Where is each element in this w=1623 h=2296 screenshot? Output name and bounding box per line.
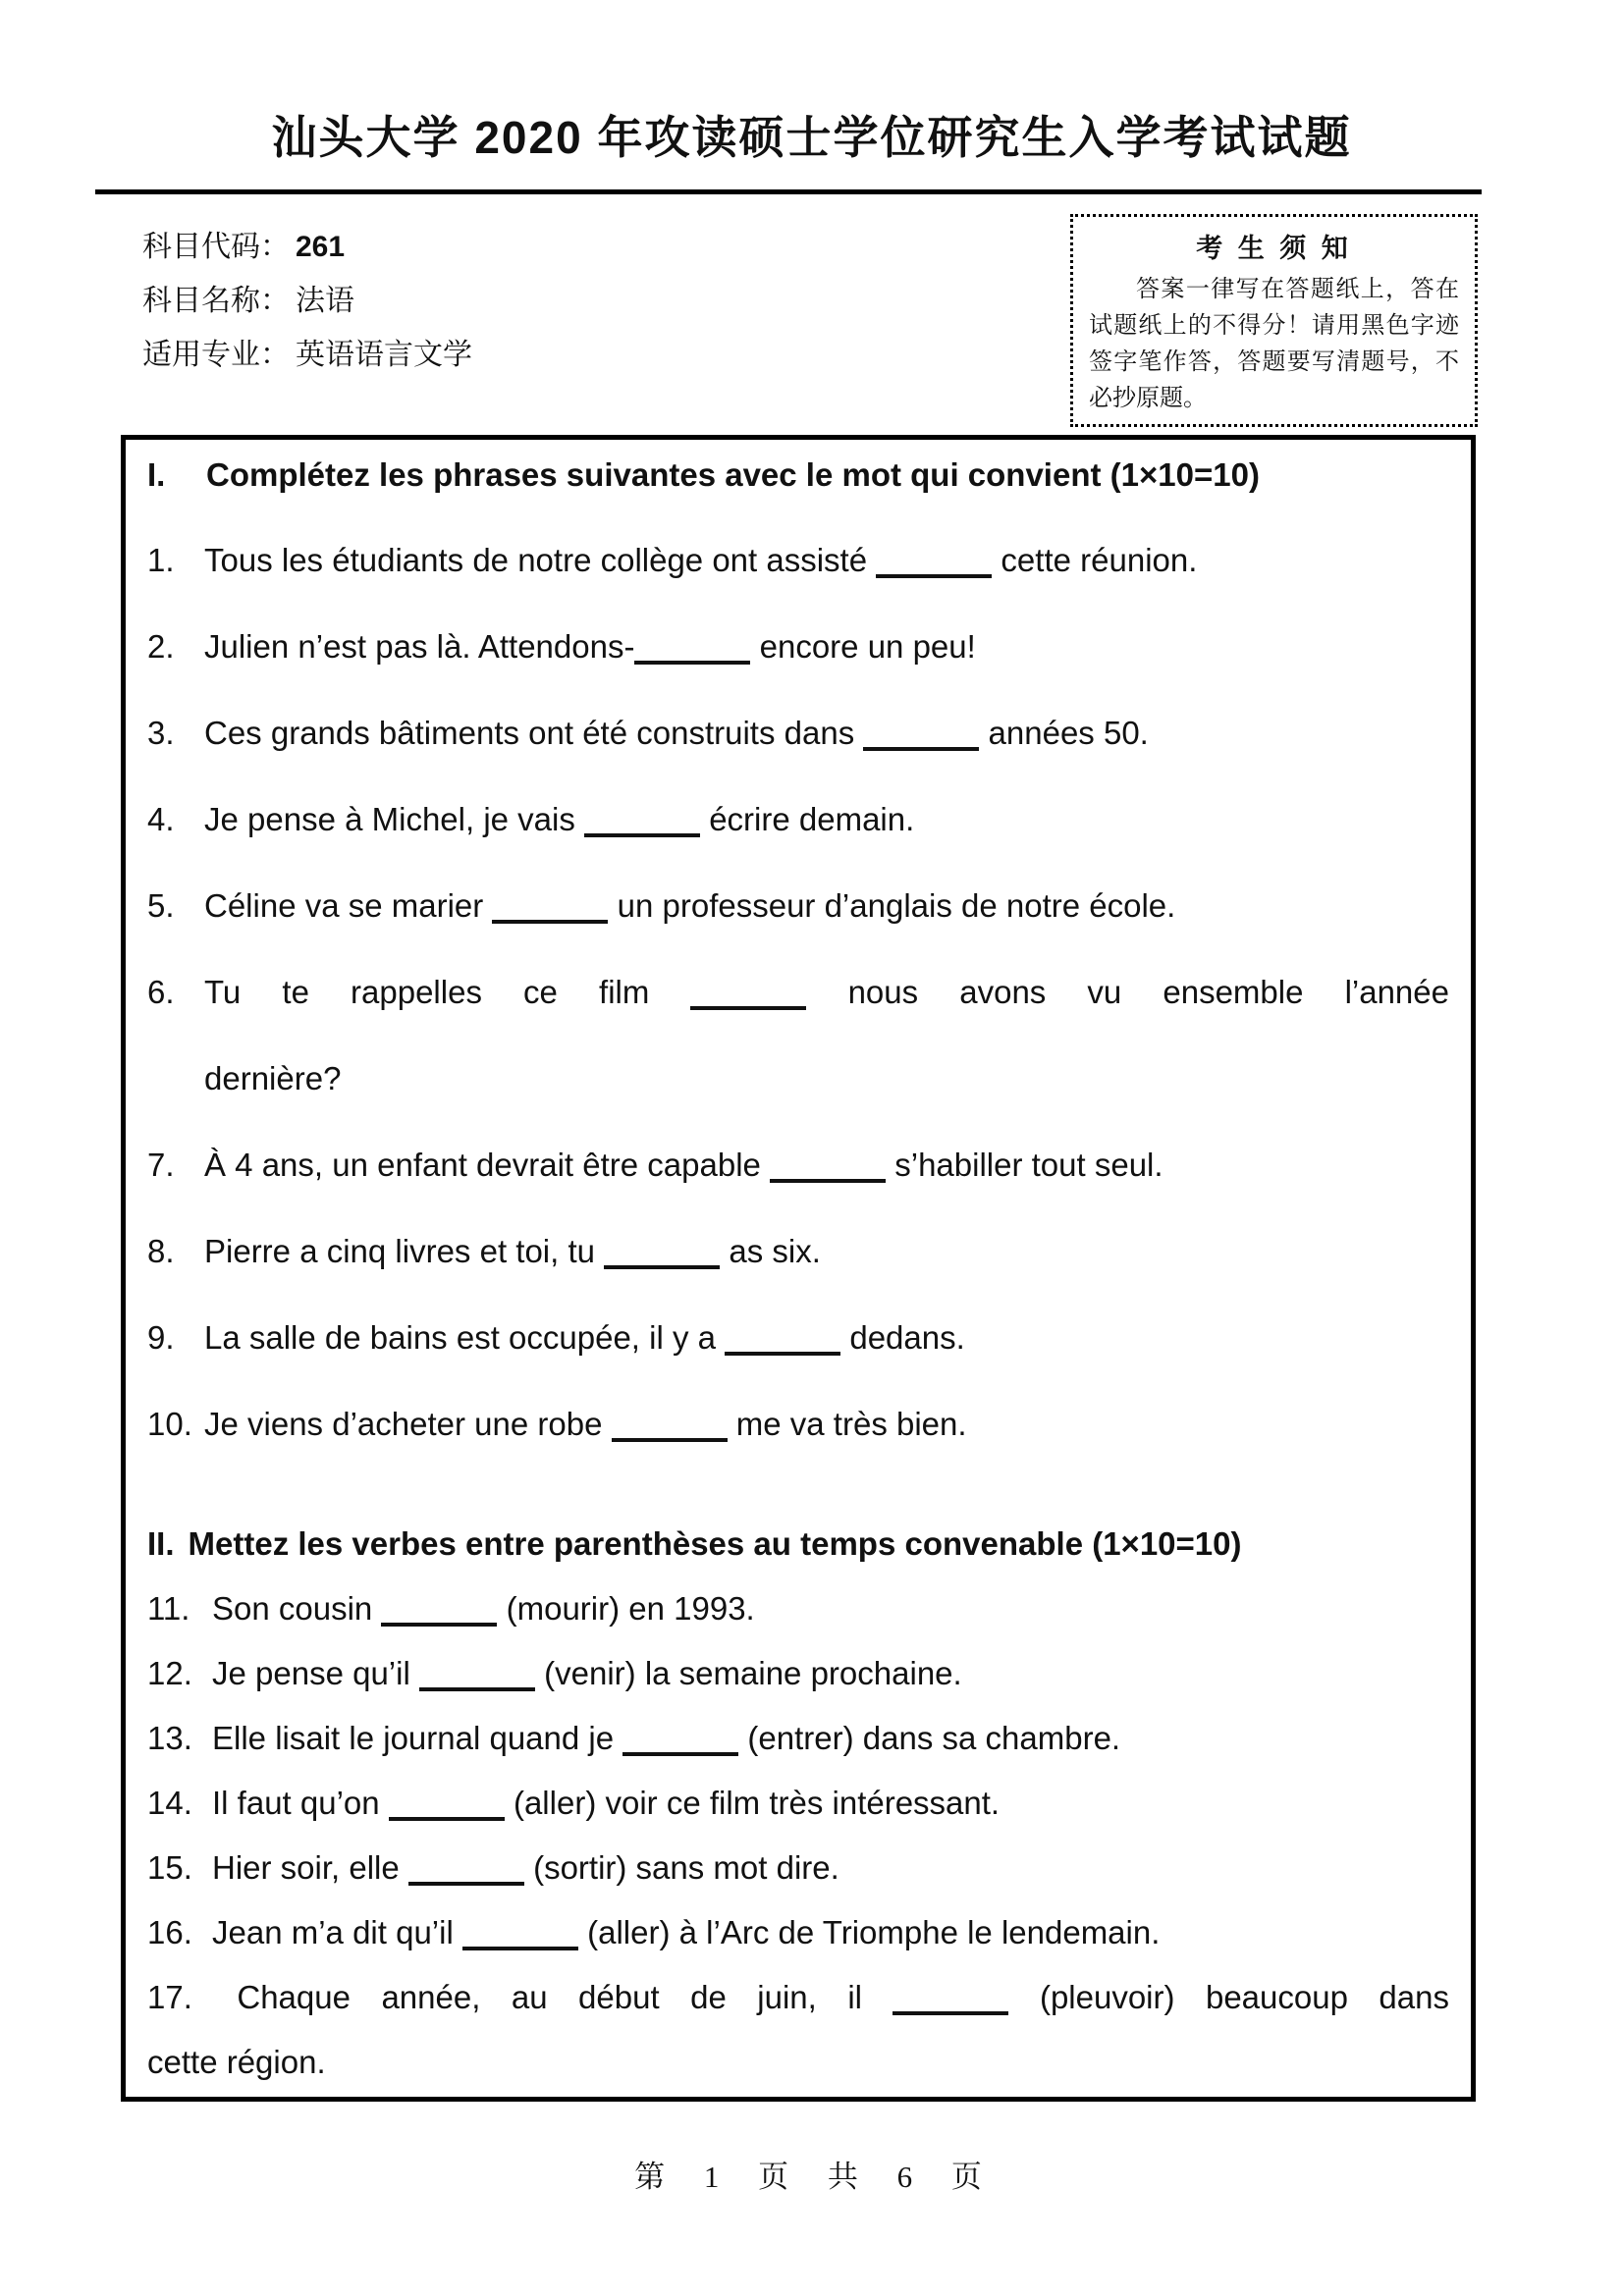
item-number: 14. — [147, 1785, 192, 1821]
item-number: 13. — [147, 1720, 192, 1756]
notice-title: 考 生 须 知 — [1196, 234, 1352, 263]
answer-blank — [584, 826, 700, 837]
major-label: 适用专业： — [142, 339, 290, 371]
answer-blank — [876, 566, 992, 578]
section-number: II. — [147, 1525, 175, 1562]
answer-blank — [462, 1939, 578, 1950]
answer-blank — [381, 1615, 497, 1627]
exam-item-7 — [147, 1122, 1449, 1208]
item-number: 16. — [147, 1914, 192, 1950]
item-text: Elle lisait le journal quand je (entrer) dans sa chambre. — [212, 1720, 1121, 1756]
page-title: 汕头大学 2020 年攻读硕士学位研究生入学考试试题 — [271, 112, 1352, 163]
item-number: 9. — [147, 1319, 175, 1356]
item-text: La salle de bains est occupée, il y a dedans. — [204, 1319, 965, 1356]
item-number: 8. — [147, 1233, 175, 1269]
section-title: Mettez les verbes entre parenthèses au temps convenable (1×10=10) — [188, 1525, 1242, 1562]
answer-blank — [604, 1257, 720, 1269]
exam-item-11 — [147, 1576, 1449, 1641]
item-number: 15. — [147, 1849, 192, 1886]
answer-blank — [622, 1744, 738, 1756]
subject-code-value: 261 — [296, 231, 346, 263]
item-text: Céline va se marier un professeur d’anglais de notre école. — [204, 887, 1176, 924]
item-number: 17. — [147, 1979, 192, 2015]
exam-item-10 — [147, 1381, 1449, 1468]
section-items — [147, 517, 1449, 1468]
item-text: Pierre a cinq livres et toi, tu as six. — [204, 1233, 821, 1269]
item-number: 7. — [147, 1147, 175, 1183]
exam-item-14 — [147, 1771, 1449, 1836]
item-text: Je pense qu’il (venir) la semaine prochaine. — [212, 1655, 962, 1691]
answer-blank — [492, 912, 608, 924]
answer-blank — [612, 1430, 728, 1442]
item-text: Son cousin (mourir) en 1993. — [212, 1590, 755, 1627]
page-footer: 第 1 页 共 6 页 — [634, 2160, 989, 2194]
exam-item-8 — [147, 1208, 1449, 1295]
answer-blank — [893, 2003, 1008, 2015]
section-heading — [147, 454, 1449, 497]
item-number: 12. — [147, 1655, 192, 1691]
item-text: Je viens d’acheter une robe me va très bien. — [204, 1406, 967, 1442]
exam-item-1 — [147, 517, 1449, 604]
item-text: Tu te rappelles ce film nous avons vu ensemble l’année — [204, 974, 1449, 1010]
answer-blank — [770, 1171, 886, 1183]
item-number: 4. — [147, 801, 175, 837]
notice-body: 答案一律写在答题纸上，答在试题纸上的不得分！请用黑色字迹签字笔作答，答题要写清题号，不必抄原题。 — [1089, 276, 1459, 411]
answer-blank — [389, 1809, 505, 1821]
item-text: Jean m’a dit qu’il (aller) à l’Arc de Triomphe le lendemain. — [212, 1914, 1161, 1950]
exam-item-13 — [147, 1706, 1449, 1771]
item-text: Je pense à Michel, je vais écrire demain. — [204, 801, 915, 837]
subject-name-row — [142, 286, 472, 317]
section-heading — [147, 1512, 1449, 1576]
exam-item-3 — [147, 690, 1449, 776]
notice-box — [1070, 214, 1478, 427]
item-text: dernière? — [204, 1060, 342, 1096]
subject-code-row — [142, 232, 472, 263]
exam-item-6 — [147, 949, 1449, 1122]
exam-item-5 — [147, 863, 1449, 949]
subject-meta — [142, 232, 472, 394]
answer-blank — [419, 1680, 535, 1691]
item-text: Tous les étudiants de notre collège ont assisté cette réunion. — [204, 542, 1198, 578]
exam-item-15 — [147, 1836, 1449, 1900]
exam-item-4 — [147, 776, 1449, 863]
exam-item-2 — [147, 604, 1449, 690]
item-number: 6. — [147, 974, 175, 1010]
subject-code-label: 科目代码： — [142, 231, 290, 263]
item-number: 3. — [147, 715, 175, 751]
subject-name-value: 法语 — [296, 285, 354, 317]
item-number: 2. — [147, 628, 175, 665]
answer-blank — [408, 1874, 524, 1886]
major-row — [142, 340, 472, 371]
section-number: I. — [147, 456, 166, 493]
answer-blank — [863, 739, 979, 751]
exam-item-12 — [147, 1641, 1449, 1706]
item-text: À 4 ans, un enfant devrait être capable s’habiller tout seul. — [204, 1147, 1163, 1183]
item-text: Julien n’est pas là. Attendons- encore un peu! — [204, 628, 976, 665]
answer-blank — [690, 998, 806, 1010]
item-number: 1. — [147, 542, 175, 578]
subject-name-label: 科目名称： — [142, 285, 290, 317]
item-text: cette région. — [147, 2044, 326, 2080]
item-number: 10. — [147, 1406, 192, 1442]
section-title: Complétez les phrases suivantes avec le mot qui convient (1×10=10) — [206, 456, 1260, 493]
title-divider — [95, 189, 1482, 194]
item-text: Ces grands bâtiments ont été construits dans années 50. — [204, 715, 1149, 751]
exam-item-16 — [147, 1900, 1449, 1965]
exam-item-9 — [147, 1295, 1449, 1381]
major-value: 英语语言文学 — [296, 339, 472, 371]
item-text: Hier soir, elle (sortir) sans mot dire. — [212, 1849, 839, 1886]
section-items — [147, 1576, 1449, 2095]
answer-blank — [725, 1344, 840, 1356]
item-number: 11. — [147, 1590, 190, 1627]
answer-blank — [634, 653, 750, 665]
item-number: 5. — [147, 887, 175, 924]
exam-item-17 — [147, 1965, 1449, 2095]
item-text: Il faut qu’on (aller) voir ce film très intéressant. — [212, 1785, 1001, 1821]
item-text: 17. Chaque année, au début de juin, il (pleuvoir) beaucoup dans — [147, 1979, 1449, 2015]
exam-body — [121, 435, 1476, 2102]
